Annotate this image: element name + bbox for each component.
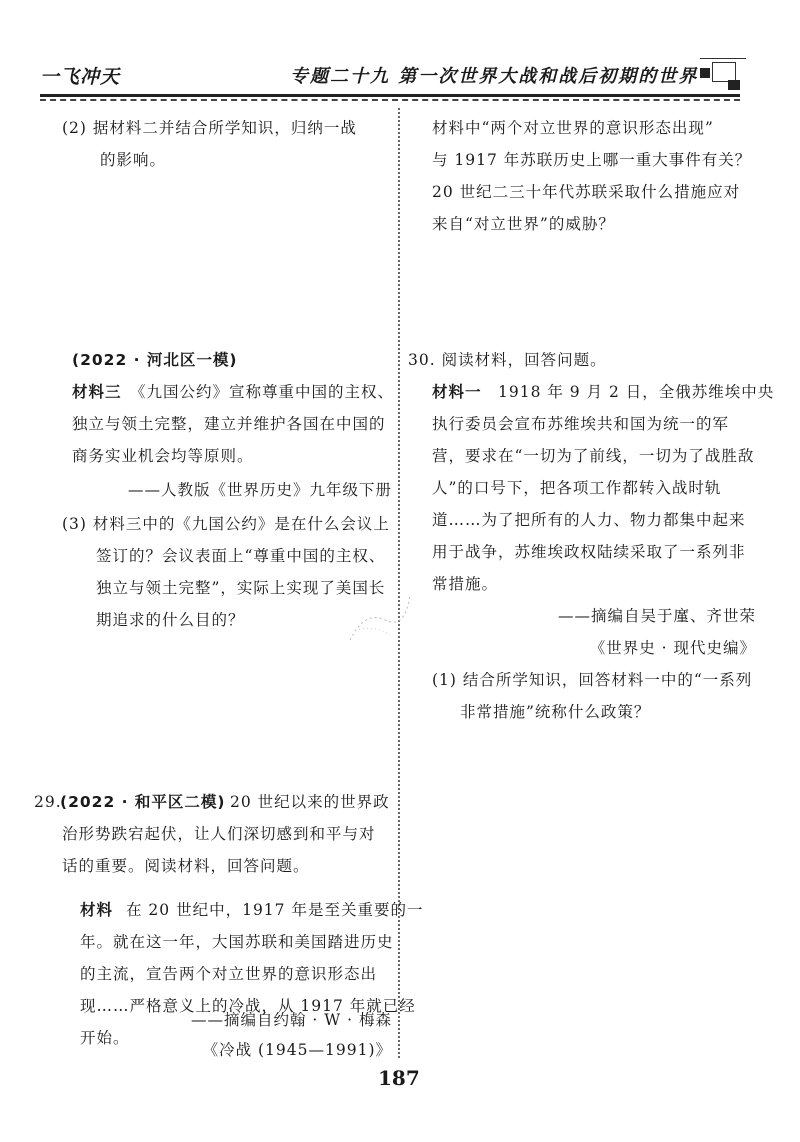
material-1-citation-2: 《世界史 · 现代史编》 bbox=[589, 639, 756, 657]
q-cont-line-1: 材料中“两个对立世界的意识形态出现” bbox=[432, 119, 714, 137]
material-citation-author: ——摘编自约翰 · W · 梅森 bbox=[191, 1011, 392, 1029]
q3-line-1: (3) 材料三中的《九国公约》是在什么会议上 bbox=[62, 515, 390, 533]
header-dashed-rule bbox=[40, 99, 740, 101]
q2-line-1: (2) 据材料二并结合所学知识，归纳一战 bbox=[62, 119, 357, 137]
q29-line-2: 治形势跌宕起伏，让人们深切感到和平与对 bbox=[62, 825, 376, 843]
material-3-line-3: 商务实业机会均等原则。 bbox=[72, 447, 254, 465]
page-number: 187 bbox=[378, 1066, 420, 1090]
q3-line-3: 独立与领土完整”，实际上实现了美国长 bbox=[96, 579, 386, 597]
q3-line-2: 签订的？会议表面上“尊重中国的主权、 bbox=[96, 547, 386, 565]
q-cont-line-3: 20 世纪二三十年代苏联采取什么措施应对 bbox=[432, 183, 741, 201]
q1-line-2: 非常措施”统称什么政策？ bbox=[460, 703, 651, 721]
brand-logo-text: 一飞冲天 bbox=[40, 66, 121, 88]
q-cont-line-2: 与 1917 年苏联历史上哪一重大事件有关？ bbox=[432, 151, 752, 169]
q29-line-3: 话的重要。阅读材料，回答问题。 bbox=[62, 857, 310, 875]
header-rule bbox=[40, 94, 740, 97]
material-1-label: 材料一 bbox=[432, 383, 482, 401]
material-line-5: 开始。 bbox=[80, 1029, 130, 1047]
scan-smudge-icon bbox=[345, 590, 415, 650]
material-1-line-6: 用于战争，苏维埃政权陆续采取了一系列非 bbox=[432, 543, 746, 561]
q29-source-tag: (2022 · 和平区二模) bbox=[60, 793, 226, 811]
material-label: 材料 bbox=[80, 901, 114, 919]
q1-line-1: (1) 结合所学知识，回答材料一中的“一系列 bbox=[432, 671, 753, 689]
material-citation-book: 《冷战 (1945—1991)》 bbox=[202, 1041, 392, 1059]
q-cont-line-4: 来自“对立世界”的威胁？ bbox=[432, 215, 615, 233]
source-tag-hebei: (2022 · 河北区一模) bbox=[72, 351, 238, 369]
material-3-line-1: 《九国公约》宣称尊重中国的主权、 bbox=[130, 383, 395, 401]
material-line-2: 年。就在这一年，大国苏联和美国踏进历史 bbox=[80, 933, 394, 951]
q3-line-4: 期追求的什么目的？ bbox=[96, 611, 245, 629]
material-1-line-1: 1918 年 9 月 2 日，全俄苏维埃中央 bbox=[498, 383, 775, 401]
material-1-line-5: 道……为了把所有的人力、物力都集中起来 bbox=[432, 511, 746, 529]
material-line-3: 的主流，宣告两个对立世界的意识形态出 bbox=[80, 965, 378, 983]
material-3-label: 材料三 bbox=[72, 383, 122, 401]
q29-line-1: 20 世纪以来的世界政 bbox=[230, 793, 390, 811]
corner-decoration-icon bbox=[700, 56, 746, 92]
material-1-line-3: 营，要求在“一切为了前线，一切为了战胜敌 bbox=[432, 447, 755, 465]
material-3-citation: ——人教版《世界历史》九年级下册 bbox=[127, 481, 392, 499]
material-1-line-7: 常措施。 bbox=[432, 575, 499, 593]
topic-title: 专题二十九 第一次世界大战和战后初期的世界 bbox=[290, 66, 699, 87]
q2-line-2: 的影响。 bbox=[100, 151, 167, 169]
material-1-line-4: 人”的口号下，把各项工作都转入战时轨 bbox=[432, 479, 722, 497]
material-line-4: 现……严格意义上的冷战，从 1917 年就已经 bbox=[80, 997, 416, 1015]
q29-number: 29. bbox=[34, 793, 62, 811]
page-header bbox=[0, 0, 800, 110]
material-1-line-2: 执行委员会宣布苏维埃共和国为统一的军 bbox=[432, 415, 730, 433]
material-1-citation-1: ——摘编自吴于廑、齐世荣 bbox=[557, 607, 756, 625]
material-line-1: 在 20 世纪中，1917 年是至关重要的一 bbox=[126, 901, 424, 919]
q30-title: 30. 阅读材料，回答问题。 bbox=[408, 351, 607, 369]
material-3-line-2: 独立与领土完整，建立并维护各国在中国的 bbox=[72, 415, 386, 433]
